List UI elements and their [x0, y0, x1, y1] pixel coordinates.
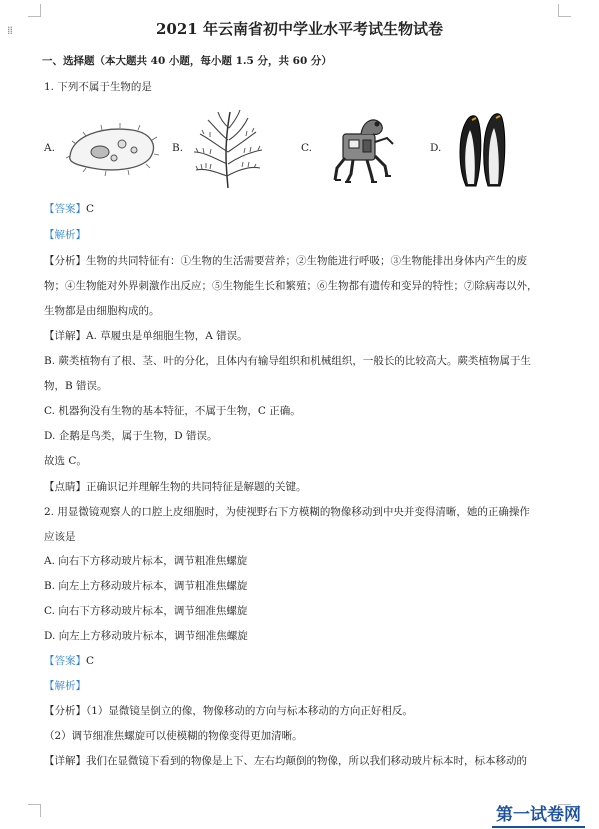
q2-detail-line — [44, 754, 564, 768]
answer-value: C — [86, 655, 95, 667]
q2-analysis-tag: 【解析】 — [44, 680, 86, 692]
option-letter: D. — [430, 142, 442, 154]
crop-mark — [28, 804, 41, 817]
watermark-logo — [496, 800, 581, 825]
q2-analysis-line: （2）调节细准焦螺旋可以使模糊的物像变得更加清晰。 — [44, 730, 303, 742]
detail-text: 我们在显微镜下看到的物像是上下、左右均颠倒的物像，所以我们移动玻片标本时，标本移动的 — [86, 755, 527, 767]
option-d — [430, 108, 540, 188]
comment-text: 正确识记并理解生物的共同特征是解题的关键。 — [86, 481, 307, 493]
robot-dog-icon — [319, 112, 399, 188]
q2-stem-line: 2. 用显微镜观察人的口腔上皮细胞时，为使视野右下方模糊的物像移动到中央并变得清晰，她的正确操作 — [44, 506, 530, 518]
answer-tag: 【答案】 — [44, 203, 86, 215]
option-a — [44, 108, 164, 188]
q2-option-c: C. 向右下方移动玻片标本，调节细准焦螺旋 — [44, 605, 248, 617]
q1-detail-line: 故选 C。 — [44, 455, 87, 467]
q1-detail-line: D. 企鹅是鸟类，属于生物，D 错误。 — [44, 430, 218, 442]
q1-detail-line: B. 蕨类植物有了根、茎、叶的分化，且体内有输导组织和机械组织，一般长的比较高大。蕨类植物属于生 — [44, 355, 531, 367]
answer-tag: 【答案】 — [44, 655, 86, 667]
q2-option-d: D. 向左上方移动玻片标本，调节细准焦螺旋 — [44, 630, 248, 642]
q1-analysis-line: 生物都是由细胞构成的。 — [44, 305, 160, 317]
q2-stem-line: 应该是 — [44, 531, 76, 543]
q2-analysis-line: 【分析】（1）显微镜呈倒立的像，物像移动的方向与标本移动的方向正好相反。 — [44, 705, 413, 717]
q1-stem: 1. 下列不属于生物的是 — [44, 81, 152, 93]
comment-tag: 【点睛】 — [44, 481, 86, 493]
q1-options — [44, 108, 564, 188]
q1-comment — [44, 480, 564, 494]
q2-option-b: B. 向左上方移动玻片标本，调节粗准焦螺旋 — [44, 580, 248, 592]
q1-detail-line — [44, 329, 564, 343]
q2-answer — [44, 654, 564, 668]
option-letter: A. — [44, 142, 55, 154]
detail-tag: 【详解】 — [44, 755, 86, 767]
q1-analysis-line: 物；④生物能对外界刺激作出反应；⑤生物能生长和繁殖；⑥生物都有遗传和变异的特性；⑦除病毒以外， — [44, 280, 538, 292]
page-title: 2021 年云南省初中学业水平考试生物试卷 — [156, 20, 443, 38]
detail-text: A. 草履虫是单细胞生物，A 错误。 — [86, 330, 248, 342]
option-letter: C. — [301, 142, 312, 154]
crop-mark — [28, 4, 41, 17]
option-b — [172, 108, 282, 188]
q1-analysis-tag: 【解析】 — [44, 229, 86, 241]
section-heading: 一、选择题（本大题共 40 小题，每小题 1.5 分，共 60 分） — [42, 55, 332, 67]
q1-analysis-line: 【分析】生物的共同特征有：①生物的生活需要营养；②生物能进行呼吸；③生物能排出身体内产生的废 — [44, 255, 527, 267]
q2-option-a: A. 向右下方移动玻片标本，调节粗准焦螺旋 — [44, 555, 248, 567]
option-letter: B. — [172, 142, 184, 154]
q1-answer — [44, 202, 564, 216]
watermark-underline — [492, 826, 585, 828]
watermark-text: 第一试卷网 — [496, 805, 581, 825]
q1-detail-line: 物，B 错误。 — [44, 380, 108, 392]
fern-icon — [188, 106, 268, 190]
option-c — [301, 108, 411, 188]
drag-handle-icon[interactable]: ⁞⁞ — [7, 24, 12, 37]
detail-tag: 【详解】 — [44, 330, 86, 342]
crop-mark — [558, 4, 571, 17]
answer-value: C — [86, 203, 95, 215]
penguin-icon — [446, 108, 516, 188]
paramecium-icon — [62, 118, 162, 178]
q1-detail-line: C. 机器狗没有生物的基本特征，不属于生物，C 正确。 — [44, 405, 301, 417]
